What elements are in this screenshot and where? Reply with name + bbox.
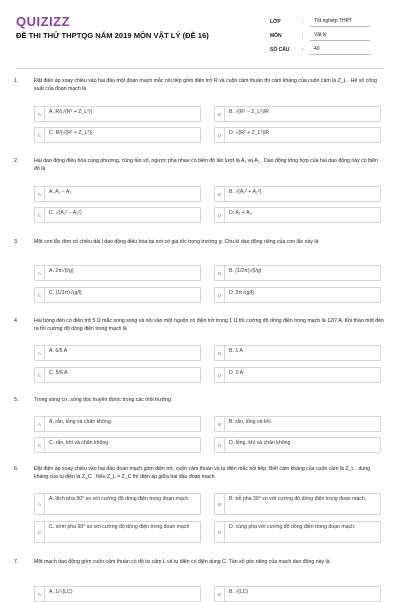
option-letter: C [35,128,45,142]
option-letter: C [35,438,45,452]
option-label: D. lỏng, khí và chân không [229,440,291,446]
option-letter: A [35,187,45,201]
option-label: A. lệch pha 90° so với cường độ dòng điện trong đoạn mạch. [49,496,190,502]
option-c[interactable] [34,367,201,383]
option-label: A. A₁ − A₂ [49,189,72,195]
option-label: B. rắn, lỏng và khí. [229,419,273,425]
option-a[interactable] [34,106,201,122]
question-5 [14,397,386,405]
option-a[interactable] [34,265,201,281]
option-letter: A [35,417,45,431]
meta-value: 40 [310,45,370,55]
option-label: A. R/(√(R² + Z_L²)) [49,109,93,115]
option-b[interactable] [214,493,381,515]
option-letter: B [215,187,225,201]
option-letter: A [35,346,45,360]
question-number: 3. [14,239,19,245]
option-letter: D [215,438,225,452]
option-letter: B [215,107,225,121]
option-label: D. A₁ + A₂ [229,210,252,216]
option-b[interactable] [214,345,381,361]
option-letter: A [35,494,45,514]
meta-key: SỐ CÂU [270,47,290,53]
option-label: D. √(R² + Z_L²)/R [229,130,270,136]
option-label: A. 6/5 A [49,348,68,354]
option-a[interactable] [34,493,201,515]
option-label: C. R/(√(R² + Z_L²)) [49,130,93,136]
option-d[interactable] [214,367,381,383]
option-c[interactable] [34,521,201,543]
option-letter: A [35,587,45,601]
option-label: A. 2π√(l/g) [49,268,74,274]
option-letter: B [215,587,225,601]
meta-value: Vật lý [310,31,370,41]
option-label: B. √(R² − Z_L²)/R [229,109,269,115]
option-label: A. 1/√(LC) [49,589,73,595]
option-label: C. 5/6 A [49,370,68,376]
meta-key: MÔN [270,33,282,39]
meta-row-class: LỚP : Tốt nghiệp THPT [270,15,370,29]
option-label: C. √(A₁² − A₂²) [49,210,82,216]
option-letter: D [215,288,225,302]
option-letter: B [215,346,225,360]
question-2 [14,158,386,173]
option-label: C. rắn, khí và chân không. [49,440,110,446]
meta-row-count: SỐ CÂU : 40 [270,43,370,57]
question-number: 4. [14,318,19,324]
option-letter: C [35,208,45,222]
question-1 [14,78,386,93]
question-number: 1. [14,78,19,84]
option-d[interactable] [214,521,381,543]
question-text: Đặt điện áp xoay chiều vào hai đầu một đoạn mạch mắc nối tiếp gồm điện trở R và cuộn cảm thuần thì cảm kháng của cuộn cảm là Z_L . Hệ số công suất của đoạn mạch là [34,78,377,92]
option-letter: D [215,522,225,542]
question-text: Hai dao động điều hòa cùng phương, cùng tần số, ngược pha nhau có biên độ lần lượt là A₁ và A₂ . Dao động tổng hợp của hai dao động này có biên độ là [34,158,378,172]
exam-title: ĐỀ THI THỬ THPTQG NĂM 2019 MÔN VẬT LÝ (ĐỀ 16) [16,31,209,40]
meta-row-subject: MÔN : Vật lý [270,29,370,43]
option-label: D. cùng pha với cường độ dòng điện trong đoạn mạch. [229,524,356,530]
question-text: Trong sóng cơ, sóng dọc truyền được trong các môi trường [34,397,171,403]
option-letter: C [35,288,45,302]
option-letter: A [35,266,45,280]
question-text: Một mạch dao động gồm cuộn cảm thuần có độ tự cảm L và tụ điện có điện dung C. Tần số góc riêng của mạch dao động này là [34,559,330,565]
option-letter: B [215,266,225,280]
question-3 [14,239,386,247]
option-a[interactable] [34,186,201,202]
option-a[interactable] [34,345,201,361]
option-c[interactable] [34,287,201,303]
option-b[interactable] [214,416,381,432]
option-letter: D [215,128,225,142]
option-label: B. trễ pha 30° so với cường độ dòng điện trong đoạn mạch. [229,496,367,502]
option-a[interactable] [34,416,201,432]
option-b[interactable] [214,265,381,281]
meta-value: Tốt nghiệp THPT [310,17,370,27]
option-letter: D [215,368,225,382]
question-number: 7. [14,559,19,565]
question-6 [14,466,386,481]
question-text: Một con lắc đơn có chiều dài l dao động điều hòa tại nơi có gia tốc trọng trường g. Chu kì dao động riêng của con lắc này là [34,239,319,245]
question-number: 5. [14,397,19,403]
option-label: B. √(LC) [229,589,249,595]
option-label: D. 2π√(g/l) [229,290,254,296]
option-letter: C [35,368,45,382]
option-c[interactable] [34,207,201,223]
question-number: 6. [14,466,19,472]
question-number: 2. [14,158,19,164]
question-text: Hai bóng đèn có điện trở 5 Ω mắc song song và nối vào một nguồn có điện trở trong 1 Ω thì cường độ dòng điện trong mạch là 12/7 A. Khi tháo một đèn ra thì cường độ dòng điện trong mạch là [34,318,384,332]
option-letter: C [35,522,45,542]
meta-block [270,15,370,57]
option-label: C. (1/2π)√(g/l) [49,290,82,296]
option-b[interactable] [214,186,381,202]
option-letter: A [35,107,45,121]
question-4 [14,318,386,333]
option-label: D. 0 A [229,370,244,376]
quizizz-logo: QUIZIZZ [16,14,71,29]
question-text: Đặt điện áp xoay chiều vào hai đầu đoạn mạch gồm điện trở, cuộn cảm thuần và tụ điện mắc nối tiếp. Biết cảm kháng của cuộn cảm là Z_L , dung kháng của tụ điện là Z_C . Nếu Z_L = Z_C thì điện áp giữa hai đầu đoạn mạch [34,466,370,480]
option-b[interactable] [214,106,381,122]
option-d[interactable] [214,287,381,303]
option-c[interactable] [34,437,201,453]
option-label: B. (1/2π)√(l/g) [229,268,262,274]
option-label: A. rắn, lỏng và chân không. [49,419,113,425]
header-divider [16,68,384,69]
option-d[interactable] [214,207,381,223]
option-letter: B [215,417,225,431]
option-letter: B [215,494,225,514]
question-7 [14,559,386,567]
meta-key: LỚP [270,19,281,25]
option-d[interactable] [214,127,381,143]
option-c[interactable] [34,127,201,143]
option-label: B. 1 A [229,348,243,354]
option-d[interactable] [214,437,381,453]
option-label: B. √(A₁² + A₂²) [229,189,262,195]
option-letter: D [215,208,225,222]
option-label: C. sớm pha 60° so với cường độ dòng điện trong đoạn mạch [49,524,190,530]
